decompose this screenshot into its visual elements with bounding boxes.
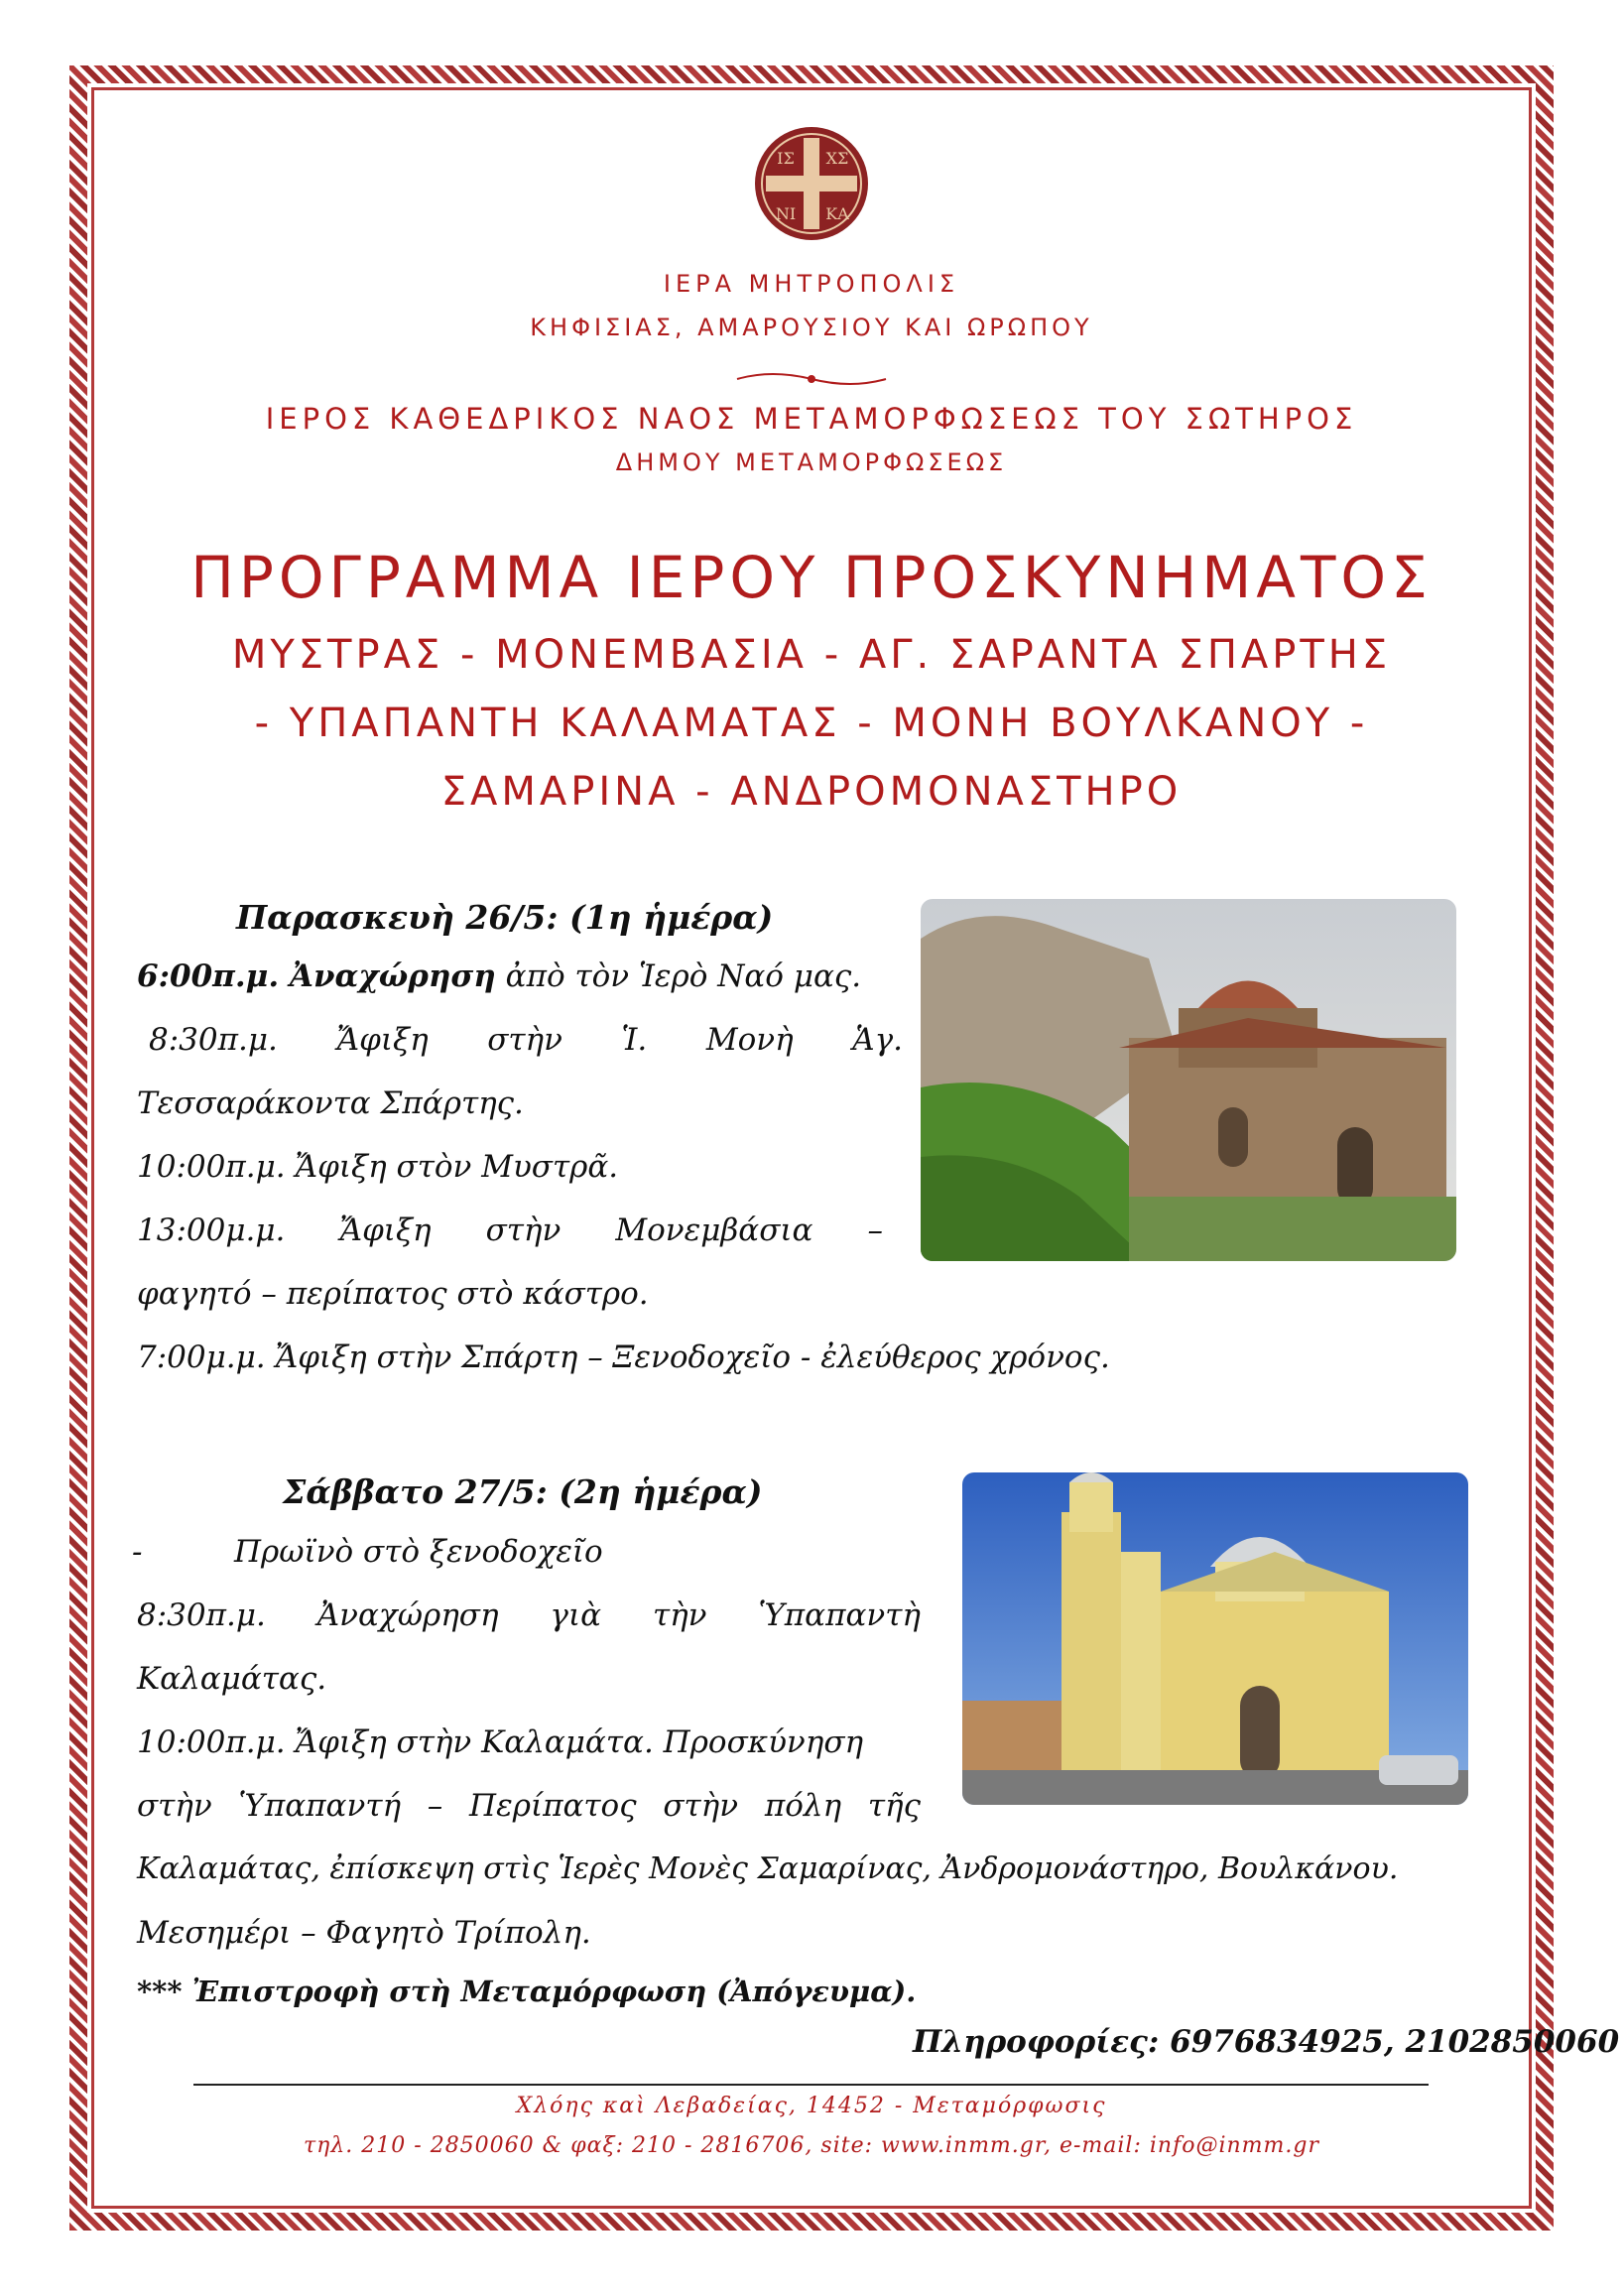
word: 8:30π.μ. (137, 1597, 266, 1633)
metropolis-region: ΚΗΦΙΣΙΑΣ, ΑΜΑΡΟΥΣΙΟΥ ΚΑΙ ΩΡΩΠΟΥ (530, 314, 1093, 341)
municipality-name: ΔΗΜΟΥ ΜΕΤΑΜΟΡΦΩΣΕΩΣ (615, 448, 1008, 476)
word: στὴν (485, 1212, 562, 1248)
kalamata-church-photo (962, 1472, 1468, 1805)
logo-letter: ΙΣ (777, 149, 795, 168)
departure-rest: ἀπὸ τὸν Ἱερὸ Ναό μας. (495, 958, 862, 994)
departure-bold: 6:00π.μ. Ἀναχώρηση (137, 958, 496, 994)
bullet-dash: - (132, 1534, 143, 1570)
footer-separator (193, 2084, 1429, 2086)
word: Ὑπαπαντή (238, 1788, 402, 1824)
word: Μονεμβάσια (615, 1212, 813, 1248)
word: Ἱ. (621, 1022, 648, 1058)
schedule-line (137, 1597, 921, 1633)
word: στὴν (137, 1788, 212, 1824)
word: Μονὴ (705, 1022, 794, 1058)
schedule-line: 7:00μ.μ. Ἄφιξη στὴν Σπάρτη – Ξενοδοχεῖο - ἐλεύθερος χρόνος. (137, 1339, 1110, 1375)
schedule-line (149, 1022, 903, 1058)
schedule-line (137, 958, 861, 994)
word: τῆς (867, 1788, 921, 1824)
logo-letter: ΧΣ (825, 149, 849, 168)
footer-contact: τηλ. 210 - 2850060 & φαξ: 210 - 2816706, site: www.inmm.gr, e-mail: info@inmm.gr (304, 2133, 1319, 2158)
schedule-line: Τεσσαράκοντα Σπάρτης. (137, 1085, 524, 1121)
word: γιὰ (550, 1597, 602, 1633)
schedule-line: Μεσημέρι – Φαγητὸ Τρίπολη. (137, 1915, 591, 1951)
subtitle-line: ΜΥΣΤΡΑΣ - ΜΟΝΕΜΒΑΣΙΑ - ΑΓ. ΣΑΡΑΝΤΑ ΣΠΑΡΤΗΣ (231, 632, 1392, 678)
page-title: ΠΡΟΓΡΑΜΜΑ ΙΕΡΟΥ ΠΡΟΣΚΥΝΗΜΑΤΟΣ (190, 544, 1433, 611)
mystras-church-photo (921, 899, 1456, 1261)
schedule-line: 10:00π.μ. Ἄφιξη στὴν Καλαμάτα. Προσκύνηση (137, 1724, 864, 1760)
schedule-line (137, 1212, 883, 1248)
subtitle-line: ΣΑΜΑΡΙΝΑ - ΑΝΔΡΟΜΟΝΑΣΤΗΡΟ (440, 769, 1183, 815)
day2-heading: Σάββατο 27/5: (2η ἡμέρα) (283, 1472, 763, 1511)
word: πόλη (764, 1788, 842, 1824)
word: Ἄφιξη (339, 1212, 432, 1248)
metropolis-cross-logo (752, 124, 871, 243)
word: στὴν (487, 1022, 562, 1058)
word: στὴν (663, 1788, 739, 1824)
word: 8:30π.μ. (149, 1022, 278, 1058)
cathedral-name: ΙΕΡΟΣ ΚΑΘΕΔΡΙΚΟΣ ΝΑΟΣ ΜΕΤΑΜΟΡΦΩΣΕΩΣ ΤΟΥ ΣΩΤΗΡΟΣ (265, 402, 1358, 436)
footer-address: Χλόης καὶ Λεβαδείας, 14452 - Μεταμόρφωσις (516, 2094, 1107, 2118)
word: Ἀναχώρηση (316, 1597, 499, 1633)
word: Ἁγ. (852, 1022, 903, 1058)
schedule-line: Πρωϊνὸ στὸ ξενοδοχεῖο (234, 1534, 603, 1570)
schedule-line: Καλαμάτας. (137, 1661, 327, 1697)
metropolis-name: ΙΕΡΑ ΜΗΤΡΟΠΟΛΙΣ (663, 270, 960, 298)
word: – (867, 1212, 883, 1248)
schedule-line: Καλαμάτας, ἐπίσκεψη στὶς Ἱερὲς Μονὲς Σαμαρίνας, Ἀνδρομονάστηρο, Βουλκάνου. (137, 1851, 1399, 1886)
word: τὴν (652, 1597, 707, 1633)
ornament-divider (732, 369, 891, 389)
logo-letter: ΝΙ (775, 204, 797, 223)
return-note: *** Ἐπιστροφὴ στὴ Μεταμόρφωση (Ἀπόγευμα). (137, 1975, 917, 2008)
word: Ὑπαπαντὴ (758, 1597, 921, 1633)
word: 13:00μ.μ. (137, 1212, 286, 1248)
day1-heading: Παρασκευὴ 26/5: (1η ἡμέρα) (236, 898, 774, 937)
schedule-line: φαγητό – περίπατος στὸ κάστρο. (137, 1276, 649, 1312)
word: – (427, 1788, 443, 1824)
subtitle-line: - ΥΠΑΠΑΝΤΗ ΚΑΛΑΜΑΤΑΣ - ΜΟΝΗ ΒΟΥΛΚΑΝΟΥ - (254, 701, 1369, 746)
word: Ἄφιξη (336, 1022, 429, 1058)
logo-letter: ΚΑ (825, 204, 849, 223)
schedule-line: 10:00π.μ. Ἄφιξη στὸν Μυστρᾶ. (137, 1149, 619, 1185)
info-phones: Πληροφορίες: 6976834925, 2102850060 (913, 2024, 1620, 2060)
schedule-line (137, 1788, 921, 1824)
word: Περίπατος (469, 1788, 637, 1824)
